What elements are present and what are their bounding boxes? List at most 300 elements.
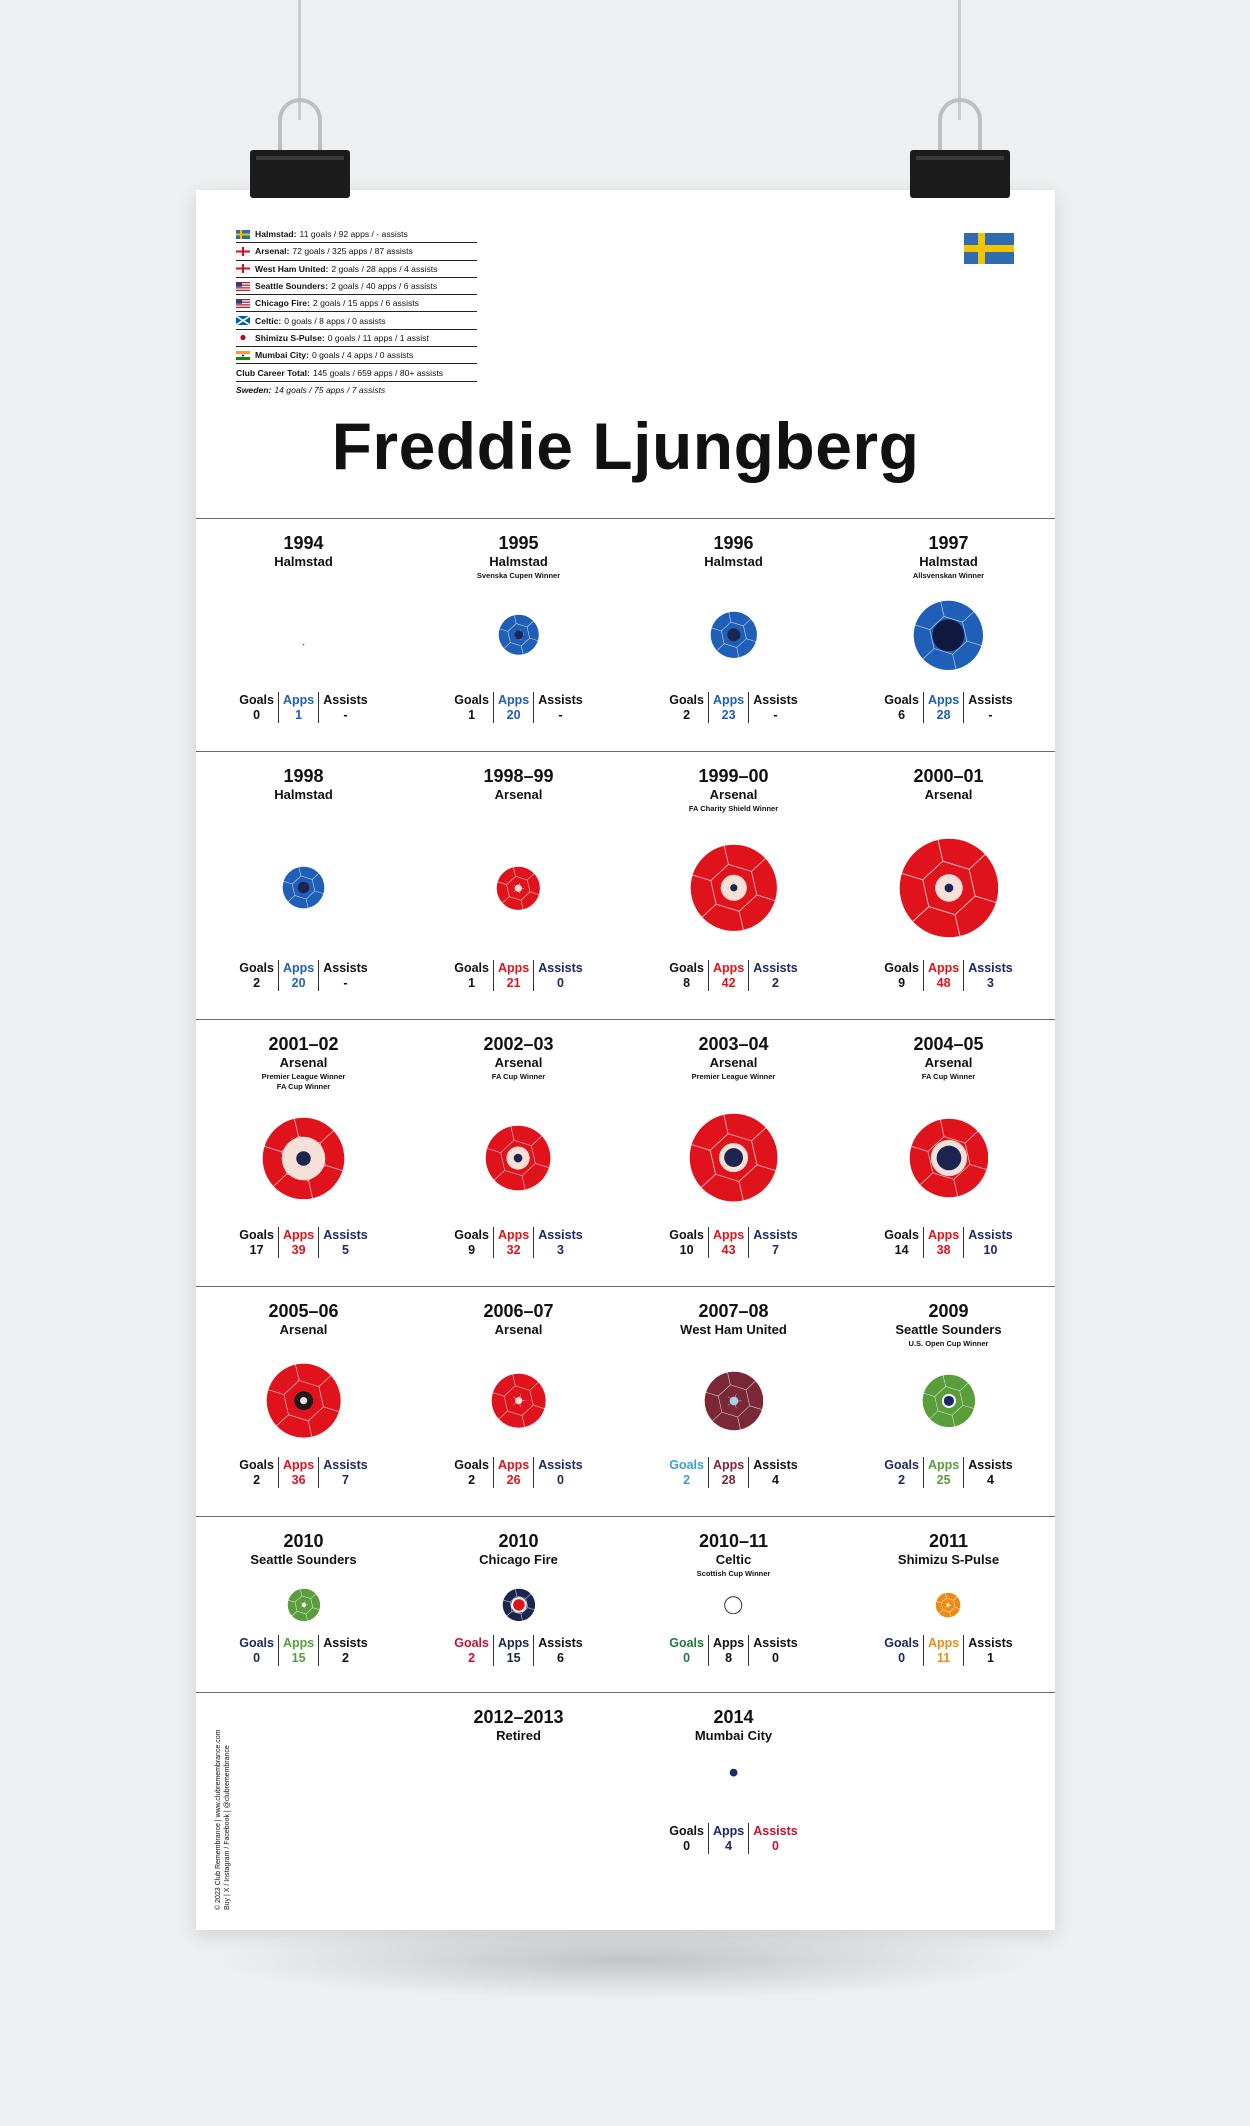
season-row <box>196 1516 1055 1693</box>
summary-stats: 0 goals / 11 apps / 1 assist <box>327 332 429 343</box>
season-card <box>196 1020 411 1287</box>
stat-goals-label: Goals <box>669 1636 704 1650</box>
stat-assists <box>748 1227 801 1258</box>
stat-apps-value: 28 <box>936 708 951 722</box>
stat-assists-value: 6 <box>557 1651 564 1665</box>
page-title: Freddie Ljungberg <box>331 409 920 483</box>
stat-assists <box>963 960 1016 991</box>
stat-apps <box>278 960 318 991</box>
stat-apps-value: 39 <box>291 1243 306 1257</box>
stat-apps <box>708 1635 748 1666</box>
stat-apps-label: Apps <box>713 1636 745 1650</box>
season-card <box>841 1517 1056 1693</box>
stat-apps <box>278 1227 318 1258</box>
season-stats <box>196 960 411 991</box>
stat-assists-value: 3 <box>987 976 994 990</box>
season-card <box>411 1020 626 1287</box>
stat-apps-label: Apps <box>713 1228 745 1242</box>
stat-goals <box>880 960 923 991</box>
stat-assists <box>963 692 1016 723</box>
stat-assists <box>748 1635 801 1666</box>
stat-goals <box>665 1823 708 1854</box>
stat-assists <box>318 1635 371 1666</box>
honour-label: Svenska Cupen Winner <box>476 571 561 580</box>
stat-goals-label: Goals <box>884 1458 919 1472</box>
summary-line <box>236 330 477 347</box>
stat-assists <box>533 1227 586 1258</box>
stat-goals <box>880 692 923 723</box>
summary-stats: 72 goals / 325 apps / 87 assists <box>292 246 413 257</box>
season-club: Retired <box>496 1728 541 1743</box>
summary-stats: 145 goals / 659 apps / 80+ assists <box>312 367 444 378</box>
honour-label: Premier League Winner <box>691 1072 776 1081</box>
stat-apps <box>278 1635 318 1666</box>
stat-assists-value: - <box>343 708 348 722</box>
stat-goals-label: Goals <box>669 1228 704 1242</box>
summary-line <box>236 382 477 398</box>
stat-assists-value: 3 <box>557 1243 564 1257</box>
stat-goals-label: Goals <box>239 693 274 707</box>
season-ball-icon <box>287 1588 321 1622</box>
season-year: 2007–08 <box>698 1301 769 1321</box>
season-year: 2010–11 <box>698 1531 769 1551</box>
season-honours <box>841 1339 1056 1349</box>
stat-assists-label: Assists <box>753 961 798 975</box>
season-stats <box>626 1457 841 1488</box>
stat-goals-value: 6 <box>898 708 906 722</box>
season-card <box>626 1020 841 1287</box>
season-ball-icon <box>922 1374 976 1428</box>
stat-goals-label: Goals <box>669 1458 704 1472</box>
stat-assists <box>748 1457 801 1488</box>
stat-apps <box>278 692 318 723</box>
season-stats <box>841 1227 1056 1258</box>
stat-apps <box>493 1635 533 1666</box>
stat-apps <box>708 1227 748 1258</box>
stat-apps-label: Apps <box>498 1458 530 1472</box>
season-club: Shimizu S-Pulse <box>897 1552 1000 1567</box>
stat-assists-label: Assists <box>753 693 798 707</box>
stat-apps-value: 36 <box>291 1473 306 1487</box>
season-stats <box>841 1457 1056 1488</box>
stat-goals <box>450 1227 493 1258</box>
stat-apps <box>278 1457 318 1488</box>
en-flag-icon <box>236 264 250 273</box>
stat-assists-label: Assists <box>968 961 1013 975</box>
stat-apps-value: 15 <box>291 1651 306 1665</box>
summary-line <box>236 243 477 260</box>
stat-goals-label: Goals <box>884 961 919 975</box>
stat-assists-value: 10 <box>983 1243 998 1257</box>
season-card <box>196 519 411 752</box>
stat-goals <box>880 1457 923 1488</box>
stat-goals-label: Goals <box>669 693 704 707</box>
season-club: Arsenal <box>279 1322 328 1337</box>
season-ball-icon <box>690 844 778 932</box>
stat-assists-label: Assists <box>323 1636 368 1650</box>
season-stats <box>626 960 841 991</box>
honour-label: FA Cup Winner <box>491 1072 546 1081</box>
season-honours <box>411 1072 626 1082</box>
stat-assists-value: 4 <box>772 1473 779 1487</box>
stat-assists-label: Assists <box>323 961 368 975</box>
stat-apps-value: 38 <box>936 1243 951 1257</box>
stat-apps <box>708 692 748 723</box>
season-ball-icon <box>496 866 541 911</box>
season-card <box>411 1693 626 1883</box>
stat-goals <box>235 692 278 723</box>
stat-goals-value: 0 <box>253 1651 261 1665</box>
season-ball-icon <box>704 1371 764 1431</box>
season-card <box>841 1287 1056 1517</box>
season-year: 2011 <box>928 1531 969 1551</box>
season-card <box>196 1517 411 1693</box>
stat-assists-value: 7 <box>342 1473 349 1487</box>
stat-assists <box>533 960 586 991</box>
stat-assists-label: Assists <box>753 1228 798 1242</box>
season-ball-icon <box>689 1113 778 1202</box>
season-year: 2006–07 <box>483 1301 554 1321</box>
stat-assists-value: - <box>558 708 563 722</box>
season-club: Arsenal <box>279 1055 328 1070</box>
season-club: Arsenal <box>709 1055 758 1070</box>
season-year: 1995 <box>498 533 539 553</box>
stat-assists <box>533 1457 586 1488</box>
stat-apps <box>923 692 963 723</box>
stat-goals-label: Goals <box>669 1824 704 1838</box>
summary-club: Halmstad: <box>255 229 297 240</box>
stat-assists-label: Assists <box>968 1458 1013 1472</box>
stat-apps <box>923 1227 963 1258</box>
honour-label: Scottish Cup Winner <box>696 1569 771 1578</box>
season-year: 2004–05 <box>913 1034 984 1054</box>
stat-apps-value: 42 <box>721 976 736 990</box>
stat-goals-label: Goals <box>884 1228 919 1242</box>
season-stats <box>411 692 626 723</box>
season-ball-icon <box>302 633 305 636</box>
season-club: Halmstad <box>919 554 978 569</box>
stat-apps <box>708 1457 748 1488</box>
summary-stats: 2 goals / 40 apps / 6 assists <box>331 281 438 292</box>
season-club: Arsenal <box>709 787 758 802</box>
season-year: 2014 <box>713 1707 754 1727</box>
stat-apps-label: Apps <box>498 1636 530 1650</box>
stat-apps <box>708 960 748 991</box>
stat-assists-label: Assists <box>968 693 1013 707</box>
stat-apps <box>493 960 533 991</box>
stat-assists <box>533 1635 586 1666</box>
season-year: 1998 <box>283 766 324 786</box>
us-flag-icon <box>236 299 250 308</box>
stat-assists <box>963 1227 1016 1258</box>
summary-stats: 11 goals / 92 apps / - assists <box>299 229 408 240</box>
season-stats <box>841 692 1056 723</box>
season-club: Celtic <box>715 1552 752 1567</box>
season-stats <box>411 1635 626 1666</box>
summary-stats: 0 goals / 4 apps / 0 assists <box>311 350 414 361</box>
summary-club: Seattle Sounders: <box>255 281 329 292</box>
stat-apps-value: 25 <box>936 1473 951 1487</box>
en-flag-icon <box>236 247 250 256</box>
season-club: Mumbai City <box>694 1728 773 1743</box>
stat-assists <box>318 1227 371 1258</box>
season-card <box>626 752 841 1020</box>
stat-goals-value: 2 <box>898 1473 906 1487</box>
honour-label: Premier League Winner <box>261 1072 346 1081</box>
stat-goals-value: 0 <box>683 1651 691 1665</box>
season-card <box>841 752 1056 1020</box>
summary-club: Sweden: <box>236 384 272 395</box>
summary-line <box>236 364 477 381</box>
season-club: West Ham United <box>680 1322 787 1337</box>
season-ball-icon <box>262 1117 345 1200</box>
stat-apps-label: Apps <box>713 693 745 707</box>
poster <box>196 190 1055 1930</box>
season-stats <box>411 1227 626 1258</box>
stat-goals <box>450 692 493 723</box>
stat-apps-value: 32 <box>506 1243 521 1257</box>
binder-clip-right <box>910 150 1010 198</box>
season-card <box>841 519 1056 752</box>
season-stats <box>411 1457 626 1488</box>
stat-apps-value: 28 <box>721 1473 736 1487</box>
season-ball-icon <box>491 1373 546 1428</box>
in-flag-icon <box>236 351 250 360</box>
season-stats <box>196 1457 411 1488</box>
season-card <box>626 519 841 752</box>
stat-apps-value: 26 <box>506 1473 521 1487</box>
binder-clip-left <box>250 150 350 198</box>
stat-goals-value: 2 <box>683 708 691 722</box>
stat-goals-value: 0 <box>683 1839 691 1853</box>
stat-goals-label: Goals <box>239 1458 274 1472</box>
season-ball-icon <box>502 1588 536 1622</box>
season-ball-icon <box>899 838 999 938</box>
stat-goals-label: Goals <box>454 1458 489 1472</box>
us-flag-icon <box>236 282 250 291</box>
stat-assists-value: 7 <box>772 1243 779 1257</box>
stat-apps-label: Apps <box>283 1636 315 1650</box>
season-honours <box>626 804 841 814</box>
season-ball-icon <box>909 1118 989 1198</box>
season-stats <box>411 960 626 991</box>
stat-goals-value: 9 <box>468 1243 476 1257</box>
season-club: Seattle Sounders <box>895 1322 1002 1337</box>
honour-label: FA Charity Shield Winner <box>688 804 779 813</box>
stat-assists-value: 0 <box>557 1473 564 1487</box>
stat-goals <box>665 1635 708 1666</box>
stat-assists-label: Assists <box>323 1228 368 1242</box>
stat-assists-label: Assists <box>538 961 583 975</box>
season-honours <box>196 1072 411 1092</box>
stat-assists-label: Assists <box>323 1458 368 1472</box>
stat-assists <box>533 692 586 723</box>
stat-apps <box>923 1457 963 1488</box>
stat-goals-value: 2 <box>683 1473 691 1487</box>
stat-apps <box>923 1635 963 1666</box>
stat-apps-value: 48 <box>936 976 951 990</box>
season-row <box>196 1286 1055 1517</box>
season-club: Halmstad <box>704 554 763 569</box>
stat-goals-label: Goals <box>454 693 489 707</box>
stat-goals <box>880 1635 923 1666</box>
stat-goals-label: Goals <box>239 961 274 975</box>
stat-assists-label: Assists <box>538 1228 583 1242</box>
stat-assists <box>318 692 371 723</box>
career-summary <box>236 226 477 398</box>
season-ball-icon <box>282 866 325 909</box>
honour-label: Allsvenskan Winner <box>912 571 985 580</box>
stat-apps <box>493 692 533 723</box>
season-stats <box>626 1227 841 1258</box>
summary-line <box>236 312 477 329</box>
stat-assists-label: Assists <box>968 1636 1013 1650</box>
stat-goals <box>235 960 278 991</box>
stat-apps-label: Apps <box>498 693 530 707</box>
season-year: 1996 <box>713 533 754 553</box>
season-ball-icon <box>935 1592 961 1618</box>
stat-goals <box>665 960 708 991</box>
stat-apps-value: 20 <box>506 708 521 722</box>
season-ball-icon <box>913 600 984 671</box>
season-row <box>196 518 1055 752</box>
stat-assists-value: 4 <box>987 1473 994 1487</box>
stat-apps-value: 23 <box>721 708 736 722</box>
summary-line <box>236 295 477 312</box>
season-stats <box>841 960 1056 991</box>
honour-label: U.S. Open Cup Winner <box>908 1339 989 1348</box>
binder-clip-handle-right <box>938 98 982 156</box>
stat-apps-label: Apps <box>713 961 745 975</box>
stat-goals <box>235 1457 278 1488</box>
season-club: Halmstad <box>489 554 548 569</box>
summary-club: Chicago Fire: <box>255 298 310 309</box>
season-card <box>841 1020 1056 1287</box>
summary-club: Celtic: <box>255 315 282 326</box>
season-honours <box>626 1569 841 1579</box>
season-stats <box>196 1635 411 1666</box>
stat-apps-value: 4 <box>725 1839 733 1853</box>
stat-apps-label: Apps <box>713 1458 745 1472</box>
summary-club: West Ham United: <box>255 263 329 274</box>
stat-assists <box>748 692 801 723</box>
stat-assists <box>748 1823 801 1854</box>
stat-assists-label: Assists <box>538 1458 583 1472</box>
season-club: Halmstad <box>274 787 333 802</box>
stat-assists <box>318 960 371 991</box>
stat-assists-value: 5 <box>342 1243 349 1257</box>
summary-club: Club Career Total: <box>236 367 310 378</box>
stat-goals-value: 2 <box>253 976 261 990</box>
season-ball-icon <box>729 1764 738 1773</box>
stat-goals-value: 8 <box>683 976 691 990</box>
stat-assists-value: - <box>343 976 348 990</box>
stat-apps-label: Apps <box>498 961 530 975</box>
season-stats <box>841 1635 1056 1666</box>
season-club: Arsenal <box>494 1055 543 1070</box>
stat-goals-label: Goals <box>454 1228 489 1242</box>
stat-assists-value: 2 <box>342 1651 349 1665</box>
stat-assists-label: Assists <box>968 1228 1013 1242</box>
season-year: 2001–02 <box>268 1034 339 1054</box>
summary-club: Arsenal: <box>255 246 290 257</box>
stat-goals-value: 17 <box>249 1243 264 1257</box>
stat-apps-value: 21 <box>506 976 521 990</box>
season-card <box>626 1287 841 1517</box>
summary-line <box>236 278 477 295</box>
season-card <box>411 519 626 752</box>
stat-apps-value: 20 <box>291 976 306 990</box>
stat-assists <box>318 1457 371 1488</box>
stat-goals-value: 2 <box>468 1651 476 1665</box>
stat-assists <box>963 1457 1016 1488</box>
stat-apps <box>493 1227 533 1258</box>
season-card <box>411 752 626 1020</box>
season-year: 2010 <box>283 1531 324 1551</box>
season-honours <box>626 1072 841 1082</box>
summary-stats: 14 goals / 75 apps / 7 assists <box>274 384 386 395</box>
stat-assists-label: Assists <box>753 1458 798 1472</box>
stat-assists <box>963 1635 1016 1666</box>
summary-line <box>236 226 477 243</box>
season-year: 2009 <box>928 1301 969 1321</box>
stat-assists-label: Assists <box>538 1636 583 1650</box>
season-club: Chicago Fire <box>479 1552 558 1567</box>
se-flag-icon <box>236 230 250 239</box>
stat-apps-value: 15 <box>506 1651 521 1665</box>
stat-goals-value: 2 <box>468 1473 476 1487</box>
stat-goals <box>235 1227 278 1258</box>
stat-goals-label: Goals <box>884 693 919 707</box>
summary-stats: 0 goals / 8 apps / 0 assists <box>284 315 386 326</box>
credit-line-2: Buy | X / Instagram / Facebook | @clubremembrance <box>224 1745 231 1910</box>
season-card <box>411 1287 626 1517</box>
season-year: 1998–99 <box>483 766 554 786</box>
season-card <box>626 1517 841 1693</box>
stat-apps-label: Apps <box>928 1228 960 1242</box>
stat-assists-label: Assists <box>753 1636 798 1650</box>
credit-line-1: © 2023 Club Remembrance | www.clubremembrance.com <box>215 1729 222 1910</box>
stat-goals-label: Goals <box>454 1636 489 1650</box>
stat-apps-label: Apps <box>283 693 315 707</box>
stat-apps-label: Apps <box>283 1458 315 1472</box>
season-year: 2005–06 <box>268 1301 339 1321</box>
season-year: 2003–04 <box>698 1034 769 1054</box>
stat-goals <box>665 1227 708 1258</box>
summary-club: Mumbai City: <box>255 350 309 361</box>
season-year: 2002–03 <box>483 1034 554 1054</box>
season-club: Arsenal <box>494 787 543 802</box>
season-stats <box>196 1227 411 1258</box>
stat-apps-label: Apps <box>283 1228 315 1242</box>
summary-stats: 2 goals / 15 apps / 6 assists <box>312 298 419 309</box>
season-card <box>196 752 411 1020</box>
stat-goals-label: Goals <box>454 961 489 975</box>
stat-goals-label: Goals <box>239 1636 274 1650</box>
season-year: 2010 <box>498 1531 539 1551</box>
season-club: Seattle Sounders <box>250 1552 357 1567</box>
stat-goals <box>235 1635 278 1666</box>
stat-goals-value: 0 <box>898 1651 906 1665</box>
stat-goals-label: Goals <box>884 1636 919 1650</box>
season-ball-icon <box>266 1363 341 1438</box>
stat-assists-value: 2 <box>772 976 779 990</box>
season-honours <box>841 571 1056 581</box>
binder-clip-handle-left <box>278 98 322 156</box>
stat-goals-value: 1 <box>468 708 476 722</box>
season-card <box>626 1693 841 1883</box>
season-honours <box>841 1072 1056 1082</box>
